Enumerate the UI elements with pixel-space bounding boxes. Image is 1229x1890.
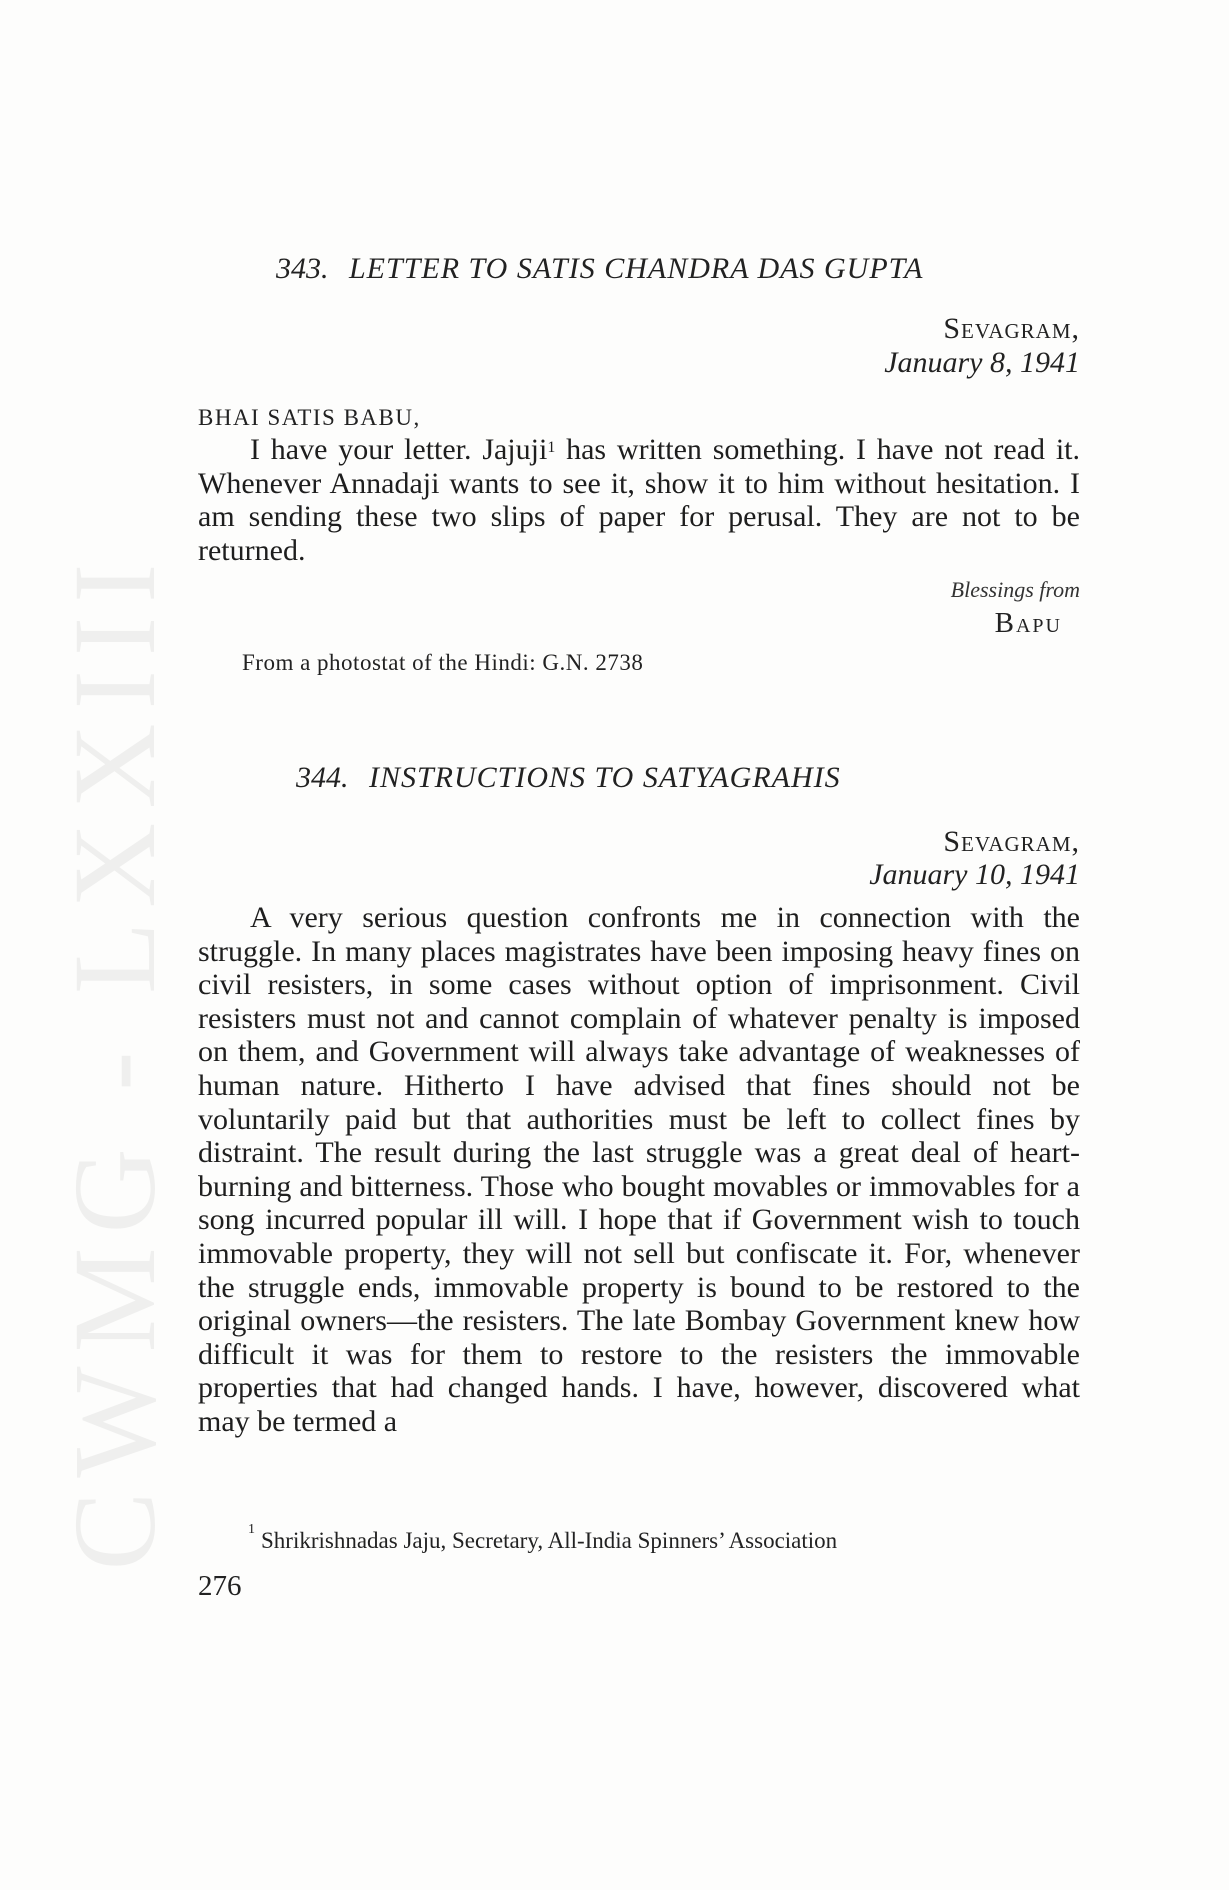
instructions-344-place: Sevagram, xyxy=(943,825,1080,858)
letter-343-closing: Blessings from xyxy=(950,577,1080,602)
letter-343-body xyxy=(198,433,1080,567)
letter-343-body-rest: has written something. I have not read it. Whenever Annadaji wants to see it, show it to him without hesitation. I am sending these two slips of paper for perusal. They are not to be returned. xyxy=(198,433,1080,567)
letter-343-heading xyxy=(198,252,1158,286)
instructions-344-number: 344. xyxy=(296,761,349,794)
instructions-344-title: INSTRUCTIONS TO SATYAGRAHIS xyxy=(369,761,841,794)
footnote-mark: 1 xyxy=(248,1522,255,1538)
letter-343-body-start: I have your letter. Jajuji xyxy=(250,433,548,466)
instructions-344-heading xyxy=(198,761,1178,795)
page-number: 276 xyxy=(198,1570,242,1602)
letter-343-date: January 8, 1941 xyxy=(884,346,1080,379)
letter-343-number: 343. xyxy=(276,252,329,285)
letter-343-salutation: BHAI SATIS BABU, xyxy=(198,405,421,430)
letter-343-title: LETTER TO SATIS CHANDRA DAS GUPTA xyxy=(349,252,924,285)
footnote xyxy=(248,1522,838,1554)
letter-343-source: From a photostat of the Hindi: G.N. 2738 xyxy=(242,650,644,675)
letter-343-place: Sevagram, xyxy=(943,312,1080,345)
footnote-text: Shrikrishnadas Jaju, Secretary, All-India Spinners’ Association xyxy=(261,1528,838,1553)
instructions-344-date: January 10, 1941 xyxy=(869,858,1080,891)
instructions-344-body: A very serious question confronts me in connection with the struggle. In many places magistrates have been imposing heavy fines on civil resisters, in some cases without option of imprisonment. Civil resisters must not and cannot complain of whatever penalty is imposed on them, and Government will always take advantage of weaknesses of human nature. Hitherto I have advised that fines should not be voluntarily paid but that authorities must be left to collect fines by distraint. The result during the last struggle was a great deal of heart-burning and bitterness. Those who bought movables or immovables for a song incurred popular ill will. I hope that if Government wish to touch immovable property, they will not sell but confiscate it. For, whenever the struggle ends, immovable property is bound to be restored to the original owners—the resisters. The late Bombay Government knew how difficult it was for them to restore to the resisters the immovable properties that had changed hands. I have, however, discovered what may be termed a xyxy=(198,901,1080,1438)
letter-343-signature: Bapu xyxy=(994,607,1062,639)
cwmg-watermark: CWMG - LXXIII xyxy=(49,549,180,1571)
footnote-reference: 1 xyxy=(547,439,556,456)
